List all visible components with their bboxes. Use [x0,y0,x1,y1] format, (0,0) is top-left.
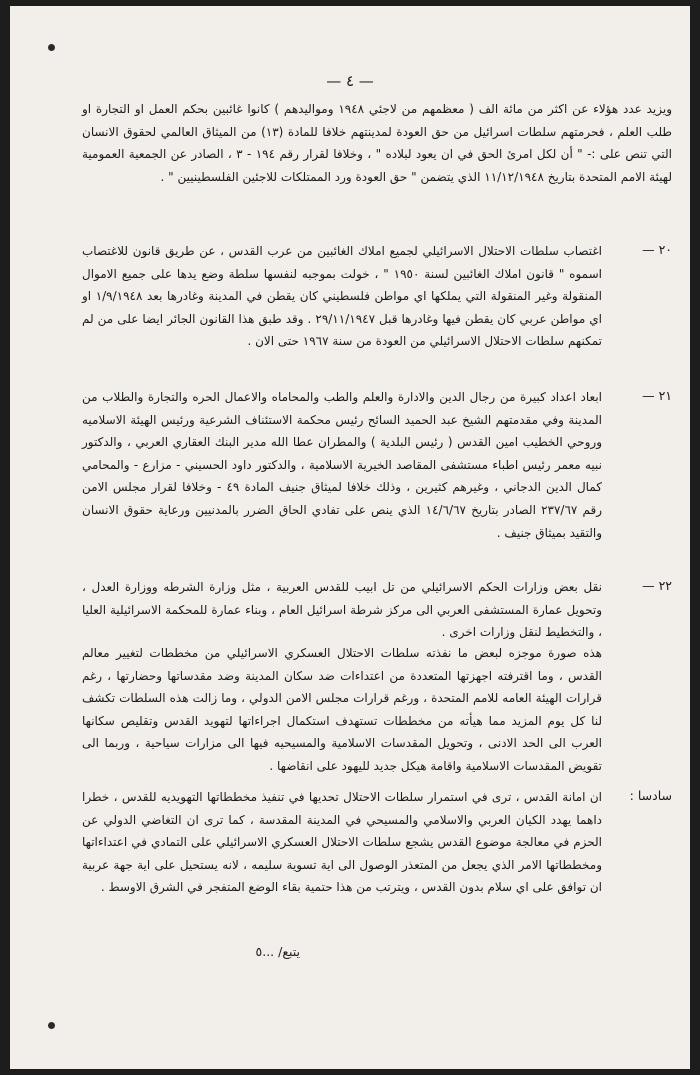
item-22-label: ٢٢ — [642,578,672,593]
item-21-label: ٢١ — [642,388,672,403]
intro-paragraph [82,98,672,188]
section-six-label: سادسا : [629,788,672,803]
punch-hole-top [48,44,55,51]
continuation-note: يتبع/ ...٥ [255,944,300,959]
section-six-text: ان امانة القدس ، ترى في استمرار سلطات الاحتلال تحديها في تنفيذ مخططاتها التهويديه للقدس ، خطرا داهما يهدد الكيان العربي والاسلامي والمسيحي في المدينة المقدسة ، كما ترى ان التغاضي الدولي عن الحزم في معالجة موضوع القدس يشجع سلطات الاحتلال العسكري الاسرائيلي على التمادي في اعتداءاتها ومخططاتها الامر الذي يجعل من المتعذر الوصول الى اية تسوية سليمه ، لانه يستحيل على اية جهة عربية ان توافق على اي سلام بدون القدس ، ويترتب من هذا حتمية بقاء الوضع المتفجر في الشرق الاوسط . [82,790,602,895]
intro-quote: " أن لكل امرئ الحق في ان يعود لبلاده " ، وخلافا لقرار رقم ١٩٤ - ٣ ، الصادر عن الجمعية العمومية لهيئة الامم المتحدة بتاريخ ١١/١٢/١٩٤٨ الذي يتضمن " حق العودة ورد الممتلكات للاجئين الفلسطينيين " . [82,147,672,184]
item-21-text: ابعاد اعداد كبيرة من رجال الدين والادارة والعلم والطب والمحاماه والاعمال الحره والتجارة والطلاب من المدينة وفي مقدمتهم الشيخ عبد الحميد السائح رئيس محكمة الاستئناف الشرعية ورئيس الهيئة الاسلاميه وروحي الخطيب امين القدس ( رئيس البلدية ) والمطران عطا الله مدير البنك العقاري العربي ، والدكتور نبيه معمر رئيس اطباء مستشفى المقاصد الخيرية الاسلامية ، والدكتور داود الحسيني - مزارع - والمحامي كمال الدين الدجاني ، وغيرهم كثيرين ، وذلك خلافا لميثاق جنيف المادة ٤٩ - وخلافا لقرار مجلس الامن رقم ٢٣٧/٦٧ الصادر بتاريخ ١٤/٦/٦٧ الذي ينص على تفادي الحاق الضرر بالمدنيين ورعاية حقوق الانسان والتقيد بميثاق جنيف . [82,390,602,540]
item-20-label: ٢٠ — [642,242,672,257]
punch-hole-bottom [48,1022,55,1029]
page-number: — ٤ — [326,72,374,90]
item-22-text: نقل بعض وزارات الحكم الاسرائيلي من تل ابيب للقدس العربية ، مثل وزارة الشرطه ووزارة العدل ، وتحويل عمارة المستشفى العربي الى مركز شرطة اسرائيل العام ، وبناء عمارة للمحكمة الاسرائيلية العليا ، والتخطيط لنقل وزارات اخرى . [82,580,602,640]
document-page [10,6,690,1069]
intro-text: ويزيد عدد هؤلاء عن اكثر من مائة الف ( معظمهم من لاجئي ١٩٤٨ ومواليدهم ) كانوا غائبين بحكم العمل او التجارة او طلب العلم ، فحرمتهم سلطات اسرائيل من حق العودة لمدينتهم خلافا للمادة (١٣) من الميثاق العالمي لحقوق الانسان التي تنص على :- [82,102,673,162]
item-20-text: اغتصاب سلطات الاحتلال الاسرائيلي لجميع املاك الغائبين من عرب القدس ، عن طريق قانون للاغتصاب اسموه " قانون املاك الغائبين لسنة ١٩٥٠ " ، خولت بموجبه لنفسها سلطة وضع يدها على جميع الاموال المنقولة وغير المنقولة التي يملكها اي مواطن فلسطيني كان يقطن في المدينة وغادرها بعد ١/٩/١٩٤٨ او اي مواطن عربي كان يقطن فيها وغادرها قبل ٢٩/١١/١٩٤٧ . وقد طبق هذا القانون الجائر ايضا على من لم تمكنهم سلطات الاحتلال الاسرائيلي من العودة من سنة ١٩٦٧ حتى الان . [82,244,603,349]
summary-paragraph: هذه صورة موجزه لبعض ما نفذته سلطات الاحتلال العسكري الاسرائيلي من مخططات لتغيير معالم القدس ، وما اقترفته اجهزتها المتعددة من اعتداءات ضد سكان المدينة وضد مقدساتها وحضارتها ، رغم قرارات الهيئة العامه للامم المتحدة ، ورغم قرارات مجلس الامن الدولي ، وما زالت هذه السلطات تكشف لنا كل يوم المزيد مما هيأته من مخططات تستهدف استكمال اجراءاتها لتهويد القدس وتقليص سكانها العرب الى الحد الادنى ، وتحويل المقدسات الاسلامية والمسيحيه فيها الى مزارات سياحية ، وربما الى تقويض المقدسات الاسلامية واقامة هيكل جديد لليهود على انقاضها . [82,646,602,773]
